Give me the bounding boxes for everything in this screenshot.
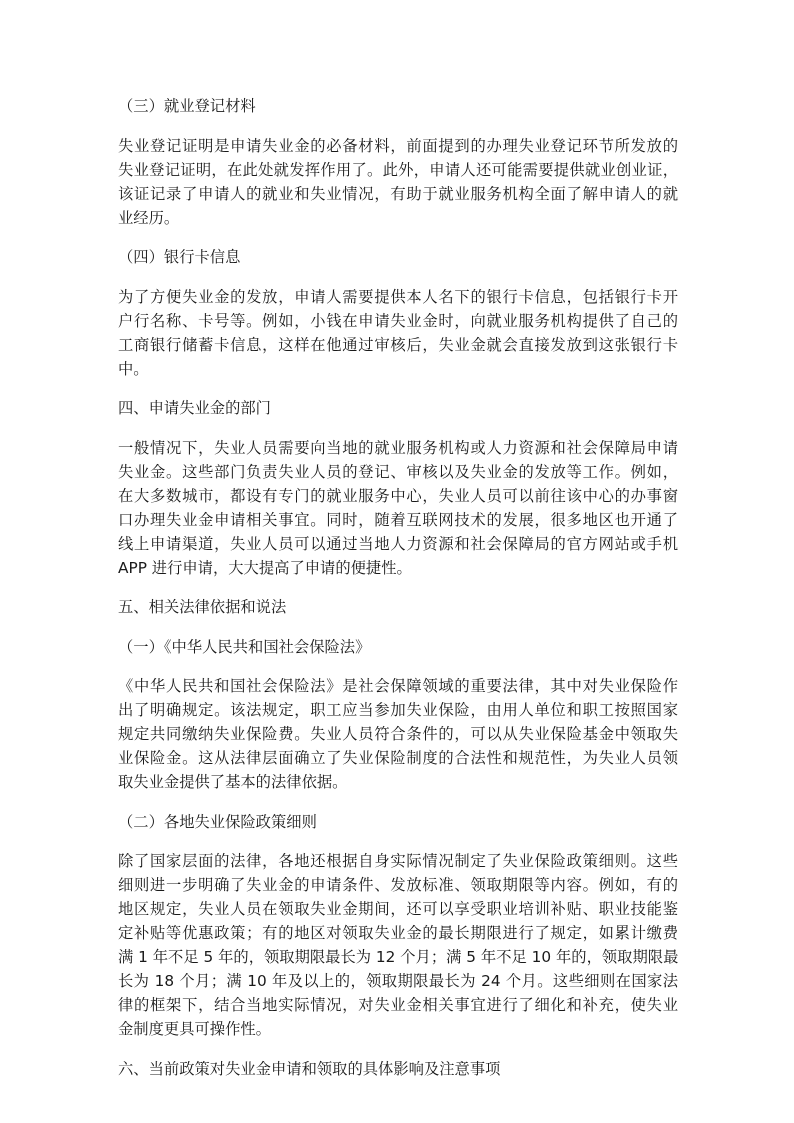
- paragraph-line: 失业登记证明是申请失业金的必备材料，前面提到的办理失业登记环节所发放的: [118, 136, 678, 155]
- paragraph-employment-materials: [118, 134, 678, 230]
- paragraph-line: 地区规定，失业人员在领取失业金期间，还可以享受职业培训补贴、职业技能鉴: [118, 900, 678, 918]
- paragraph-line: 为了方便失业金的发放，申请人需要提供本人名下的银行卡信息，包括银行卡开: [118, 287, 678, 306]
- paragraph-line: 失业登记证明，在此处就发挥作用了。此外，申请人还可能需要提供就业创业证，: [118, 160, 678, 179]
- paragraph-line: 《中华人民共和国社会保险法》是社会保障领域的重要法律，其中对失业保险作: [118, 677, 678, 695]
- paragraph-line: 取失业金提供了基本的法律依据。: [118, 773, 348, 791]
- paragraph-line: 律的框架下，结合当地实际情况，对失业金相关事宜进行了细化和补充，使失业: [118, 996, 678, 1014]
- section-heading-social-insurance-law: [118, 635, 678, 659]
- paragraph-line: 业保险金。这从法律层面确立了失业保险制度的合法性和规范性，为失业人员领: [118, 749, 678, 767]
- paragraph-line: 口办理失业金申请相关事宜。同时，随着互联网技术的发展，很多地区也开通了: [118, 510, 678, 529]
- paragraph-line: 工商银行储蓄卡信息，这样在他通过审核后，失业金就会直接发放到这张银行卡: [118, 335, 678, 354]
- paragraph-line: 一般情况下，失业人员需要向当地的就业服务机构或人力资源和社会保障局申请: [118, 438, 678, 457]
- section-heading-local-policies: [118, 810, 678, 834]
- section-heading-departments: [118, 396, 678, 420]
- paragraph-line: 业经历。: [118, 208, 180, 227]
- heading-text: （一）《中华人民共和国社会保险法》: [118, 637, 371, 656]
- paragraph-line: 失业金。这些部门负责失业人员的登记、审核以及失业金的发放等工作。例如，: [118, 462, 678, 481]
- heading-text: （三）就业登记材料: [118, 97, 256, 115]
- document-page: [118, 94, 678, 1081]
- paragraph-line: 该证记录了申请人的就业和失业情况，有助于就业服务机构全面了解申请人的就: [118, 184, 678, 203]
- section-heading-legal-basis: [118, 595, 678, 619]
- heading-text: 四、申请失业金的部门: [118, 399, 271, 417]
- paragraph-line: 出了明确规定。该法规定，职工应当参加失业保险，由用人单位和职工按照国家: [118, 701, 678, 719]
- paragraph-line: 长为 18 个月；满 10 年及以上的，领取期限最长为 24 个月。这些细则在国家法: [118, 972, 678, 990]
- paragraph-line: APP 进行申请，大大提高了申请的便捷性。: [118, 558, 412, 577]
- heading-text: 五、相关法律依据和说法: [118, 598, 287, 616]
- paragraph-line: 在大多数城市，都设有专门的就业服务中心，失业人员可以前往该中心的办事窗: [118, 486, 678, 505]
- paragraph-line: 中。: [118, 359, 149, 378]
- paragraph-bank-card: [118, 285, 678, 381]
- paragraph-line: 定补贴等优惠政策；有的地区对领取失业金的最长期限进行了规定，如累计缴费: [118, 924, 678, 942]
- paragraph-local-policies: [118, 849, 678, 1041]
- paragraph-departments: [118, 436, 678, 580]
- paragraph-social-insurance-law: [118, 674, 678, 794]
- heading-text: 六、当前政策对失业金申请和领取的具体影响及注意事项: [118, 1059, 501, 1078]
- section-heading-employment-materials: [118, 94, 678, 118]
- paragraph-line: 金制度更具可操作性。: [118, 1020, 271, 1038]
- section-heading-bank-card: [118, 245, 678, 269]
- paragraph-line: 细则进一步明确了失业金的申请条件、发放标准、领取期限等内容。例如，有的: [118, 876, 678, 894]
- paragraph-line: 除了国家层面的法律，各地还根据自身实际情况制定了失业保险政策细则。这些: [118, 852, 678, 870]
- paragraph-line: 户行名称、卡号等。例如，小钱在申请失业金时，向就业服务机构提供了自己的: [118, 311, 678, 330]
- heading-text: （四）银行卡信息: [118, 248, 241, 266]
- heading-text: （二）各地失业保险政策细则: [118, 812, 317, 831]
- section-heading-current-policy-impact: [118, 1057, 678, 1081]
- paragraph-line: 规定共同缴纳失业保险费。失业人员符合条件的，可以从失业保险基金中领取失: [118, 725, 678, 743]
- paragraph-line: 线上申请渠道，失业人员可以通过当地人力资源和社会保障局的官方网站或手机: [118, 534, 678, 553]
- paragraph-line: 满 1 年不足 5 年的，领取期限最长为 12 个月；满 5 年不足 10 年的，领取期限最: [118, 948, 679, 966]
